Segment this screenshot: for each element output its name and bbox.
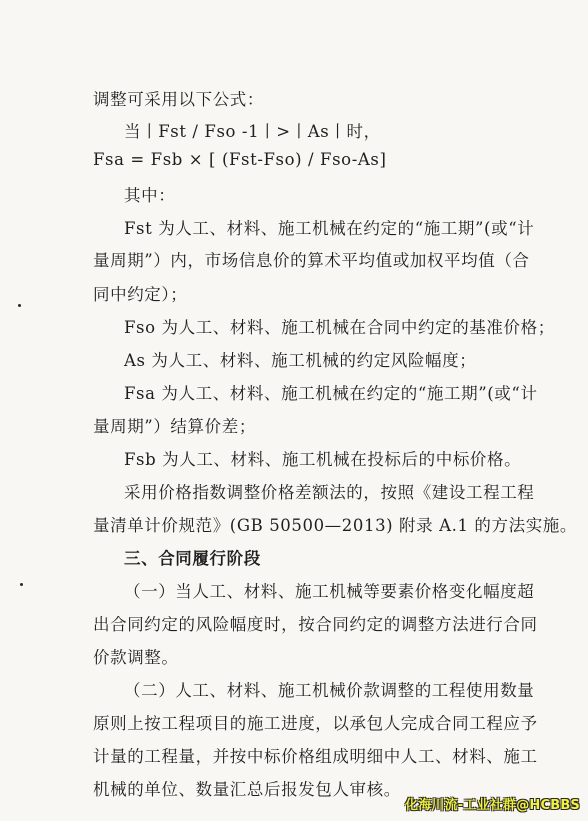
- scan-speck: [18, 304, 21, 307]
- text-line: 量清单计价规范》(GB 50500—2013) 附录 A.1 的方法实施。: [93, 516, 577, 535]
- text-line: 价款调整。: [93, 648, 179, 667]
- text-line: 同中约定）；: [93, 285, 188, 304]
- text-line: （一）当人工、材料、施工机械等要素价格变化幅度超: [124, 582, 535, 601]
- text-line: Fsa 为人工、材料、施工机械在约定的“施工期”(或“计: [124, 384, 538, 403]
- text-line: 出合同约定的风险幅度时，按合同约定的调整方法进行合同: [93, 615, 538, 634]
- text-line: As 为人工、材料、施工机械的约定风险幅度；: [124, 351, 477, 370]
- text-line: Fsb 为人工、材料、施工机械在投标后的中标价格。: [124, 450, 522, 469]
- text-line: 其中：: [124, 186, 176, 205]
- section-heading: 三、合同履行阶段: [124, 549, 261, 568]
- formula-condition: 当丨Fst / Fso -1丨>丨As丨时，: [124, 122, 381, 141]
- scan-speck: [20, 583, 23, 586]
- text-line: 量周期”）内，市场信息价的算术平均值或加权平均值（合: [93, 251, 530, 270]
- text-line: 计量的工程量，并按中标价格组成明细中人工、材料、施工: [93, 747, 538, 766]
- text-line: Fst 为人工、材料、施工机械在约定的“施工期”(或“计: [124, 219, 535, 238]
- text-line: 量周期”）结算价差；: [93, 417, 256, 436]
- watermark: 化海川流-工业社群@HCBBS: [405, 798, 580, 813]
- text-line: 采用价格指数调整价格差额法的，按照《建设工程工程: [124, 483, 535, 502]
- text-line: Fso 为人工、材料、施工机械在合同中约定的基准价格；: [124, 318, 555, 337]
- text-line: 原则上按工程项目的施工进度，以承包人完成合同工程应予: [93, 714, 538, 733]
- text-line: 调整可采用以下公式：: [93, 90, 264, 109]
- formula-main: Fsa = Fsb × [ (Fst-Fso) / Fso-As]: [93, 150, 387, 169]
- text-line: 机械的单位、数量汇总后报发包人审核。: [93, 780, 401, 799]
- text-line: （二）人工、材料、施工机械价款调整的工程使用数量: [124, 681, 535, 700]
